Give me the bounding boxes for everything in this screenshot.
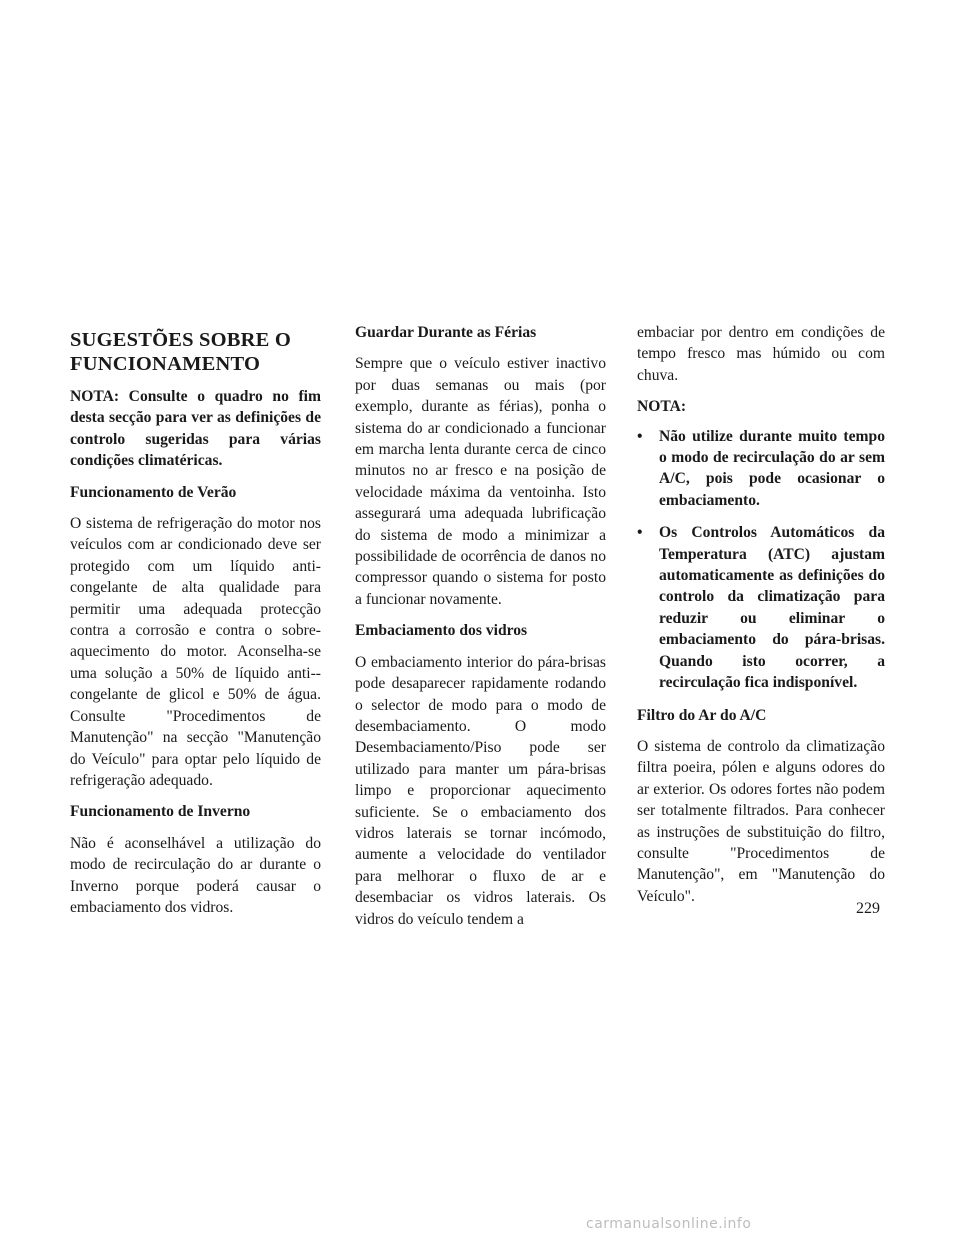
note-paragraph: NOTA: Consulte o quadro no fim desta secção para ver as definições de controlo sugeridas para várias condições climatéricas. (70, 388, 321, 470)
storage-heading: Guardar Durante as Férias (355, 324, 537, 341)
fogging-heading: Embaciamento dos vidros (355, 622, 528, 640)
section-title (70, 328, 321, 376)
note-bullet-list (637, 426, 885, 694)
watermark: carmanualsonline.info (586, 1216, 752, 1232)
winter-paragraph: Não é aconselhável a utilização do modo de recirculação do ar durante o Inverno porque poderá causar o embaciamento dos vidros. (70, 834, 321, 916)
section-title-line-2: FUNCIONAMENTO (70, 353, 261, 375)
summer-paragraph: O sistema de refrigeração do motor nos veículos com ar condicionado deve ser protegido com um líquido anti-congelante de alta qualidade para permitir uma adequada protecção contra a corrosão e contra o sobre-aquecimento do motor. Aconselha-se uma solução a 50% de líquido anti--congelante de glicol e 50% de água. Consulte "Procedimentos de Manutenção" na secção "Manutenção do Veículo" para optar pelo líquido de refrigeração adequado. (70, 515, 321, 789)
summer-heading: Funcionamento de Verão (70, 483, 237, 501)
storage-paragraph: Sempre que o veículo estiver inactivo por duas semanas ou mais (por exemplo, durante as férias), ponha o sistema do ar condicionado a funcionar em marcha lenta durante cerca de cinco minutos no ar fresco e na posição de velocidade máxima da ventoinha. Isto assegurará uma adequada lubrificação do sistema de modo a minimizar a possibilidade de ocorrência de danos no compressor quando o sistema for posto a funcionar novamente. (355, 355, 606, 608)
bullet-icon: • (637, 427, 643, 445)
page-number: 229 (856, 900, 880, 917)
fogging-paragraph: O embaciamento interior do pára-brisas pode desaparecer rapidamente rodando o selector de modo para o modo de desembaciamento. O modo Desembaciamento/Piso pode ser utilizado para manter um pára-brisas limpo e proporcionar aquecimento suficiente. Se o embaciamento dos vidros laterais se tornar incómodo, aumente a velocidade do ventilador para melhorar o fluxo de ar e desembaciar os vidros laterais. Os vidros do veículo tendem a (355, 653, 606, 928)
list-item-text: Os Controlos Automáticos da Temperatura (ATC) ajustam automaticamente as definições do controlo da climatização para reduzir ou eliminar o embaciamento do pára-brisas. Quando isto ocorrer, a recirculação fica indisponível. (659, 524, 885, 692)
list-item (637, 426, 885, 512)
filter-paragraph: O sistema de controlo da climatização filtra poeira, pólen e alguns odores do ar exterior. Os odores fortes não podem ser totalmente filtrados. Para conhecer as instruções de substituição do filtro, consulte "Procedimentos de Manutenção", em "Manutenção do Veículo". (637, 737, 885, 905)
winter-heading: Funcionamento de Inverno (70, 803, 251, 821)
note-label: NOTA: (637, 398, 687, 416)
column-right (637, 322, 885, 917)
bullet-icon: • (637, 524, 643, 542)
fogging-paragraph-continued: embaciar por dentro em condições de tempo fresco mas húmido ou com chuva. (637, 324, 885, 384)
list-item-text: Não utilize durante muito tempo o modo de recirculação do ar sem A/C, pois pode ocasionar o embaciamento. (659, 427, 885, 509)
column-middle (355, 322, 606, 940)
list-item (637, 522, 885, 693)
column-left (70, 322, 321, 928)
section-title-line-1: SUGESTÕES SOBRE O (70, 329, 292, 351)
filter-heading: Filtro do Ar do A/C (637, 706, 767, 724)
